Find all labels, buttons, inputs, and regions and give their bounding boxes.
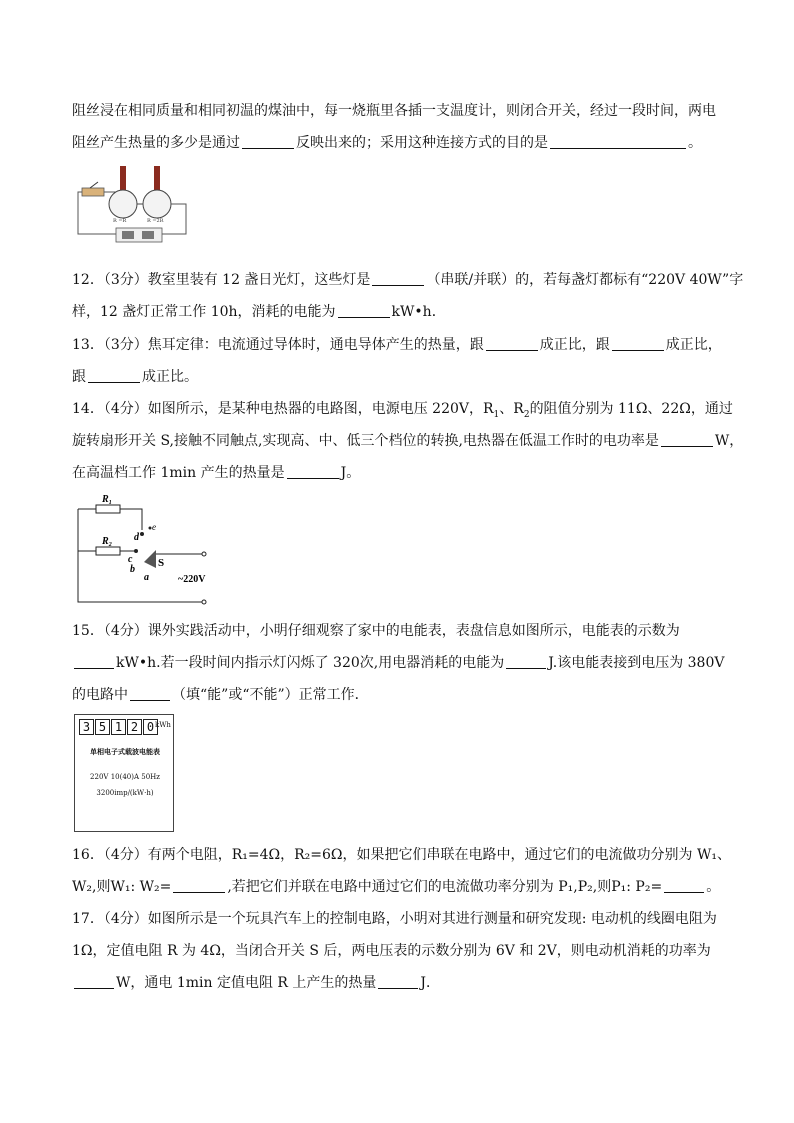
svg-text:c: c	[128, 554, 133, 565]
answer-blank[interactable]	[612, 336, 664, 351]
answer-blank[interactable]	[661, 432, 713, 447]
q15-line-2: kW•h.若一段时间内指示灯闪烁了 320次,用电器消耗的电能为 J.该电能表接到电压为 380V	[72, 653, 732, 673]
q16-line-2: W₂,则W₁: W₂= ,若把它们并联在电路中通过它们的电流做功率分别为 P₁,P₂,则P₁: P₂= 。	[72, 879, 721, 895]
q12-line-1: 12．（3分）教室里装有 12 盏日光灯，这些灯是 （串联/并联）的，若每盏灯都标有“220V 40W”字	[72, 272, 744, 288]
answer-blank[interactable]	[550, 134, 686, 149]
q14-line-1: 14．（4分）如图所示，是某种电热器的电路图，电源电压 220V，$R_1$、$R_2$的阻值分别为 11Ω、22Ω，通过	[72, 401, 733, 420]
svg-text:~220V: ~220V	[178, 574, 206, 585]
svg-text:R₁: R₁	[102, 494, 113, 505]
answer-blank[interactable]	[506, 654, 546, 669]
answer-blank[interactable]	[287, 464, 339, 479]
svg-text:e: e	[152, 522, 156, 532]
meter-imp: 3200imp/(kW·h)	[96, 789, 154, 797]
svg-text:d: d	[134, 532, 139, 543]
answer-blank[interactable]	[88, 368, 140, 383]
svg-text:R =R: R =R	[113, 218, 127, 224]
q11-line-1: 阻丝浸在相同质量和相同初温的煤油中，每一烧瓶里各插一支温度计，则闭合开关，经过一段时间，两电	[72, 103, 716, 119]
meter-unit: kWh	[155, 721, 171, 729]
q14-line-2: 旋转扇形开关 S,接触不同触点,实现高、中、低三个档位的转换,电热器在低温工作时的电功率是 W，	[72, 433, 744, 449]
meter-digit: 3	[79, 719, 94, 735]
q16-line-1: 16．（4分）有两个电阻，R₁=4Ω，R₂=6Ω，如果把它们串联在电路中，通过它们的电流做功分别为 W₁、	[72, 847, 731, 863]
q12-line-2: 样，12 盏灯正常工作 10h，消耗的电能为 kW•h．	[72, 304, 446, 320]
q14-circuit-figure	[72, 490, 222, 610]
meter-spec: 220V 10(40)A 50Hz	[90, 773, 160, 781]
q17-line-2: 1Ω，定值电阻 R 为 4Ω，当闭合开关 S 后，两电压表的示数分别为 6V 和 2V，则电动机消耗的功率为	[72, 943, 711, 959]
q15-line-3: 的电路中 （填“能”或“不能”）正常工作．	[72, 687, 369, 703]
answer-blank[interactable]	[173, 878, 225, 893]
svg-text:R₂: R₂	[102, 536, 113, 547]
meter-digit: 2	[127, 719, 142, 735]
q13-line-1: 13．（3分）焦耳定律：电流通过导体时，通电导体产生的热量，跟 成正比，跟 成正比，	[72, 337, 722, 353]
answer-blank[interactable]	[130, 686, 170, 701]
svg-text:a: a	[144, 572, 149, 583]
q11-circuit-figure	[76, 160, 206, 246]
meter-digit: 0	[143, 719, 158, 735]
answer-blank[interactable]	[74, 654, 114, 669]
answer-blank[interactable]	[372, 271, 424, 286]
answer-blank[interactable]	[338, 303, 390, 318]
q17-line-1: 17．（4分）如图所示是一个玩具汽车上的控制电路，小明对其进行测量和研究发现: 电动机的线圈电阻为	[72, 911, 717, 927]
answer-blank[interactable]	[486, 336, 538, 351]
answer-blank[interactable]	[378, 974, 418, 989]
q11-line-2: 阻丝产生热量的多少是通过 反映出来的；采用这种连接方式的目的是 。	[72, 135, 702, 151]
answer-blank[interactable]	[242, 134, 294, 149]
svg-text:S: S	[158, 557, 165, 569]
meter-digit: 5	[95, 719, 110, 735]
q17-line-3: W，通电 1min 定值电阻 R 上产生的热量 J．	[72, 973, 732, 993]
q13-line-2: 跟 成正比。	[72, 369, 198, 385]
electricity-meter-figure	[74, 714, 174, 832]
answer-blank[interactable]	[664, 878, 704, 893]
meter-digit: 1	[111, 719, 126, 735]
q14-line-3: 在高温档工作 1min 产生的热量是 J。	[72, 465, 361, 481]
q15-line-1: 15．（4分）课外实践活动中，小明仔细观察了家中的电能表，表盘信息如图所示，电能表的示数为	[72, 623, 680, 639]
meter-name: 单相电子式载波电能表	[90, 747, 160, 756]
answer-blank[interactable]	[74, 974, 114, 989]
meter-digits	[79, 719, 158, 735]
svg-text:b: b	[130, 564, 135, 575]
svg-text:R =2R: R =2R	[147, 218, 164, 224]
